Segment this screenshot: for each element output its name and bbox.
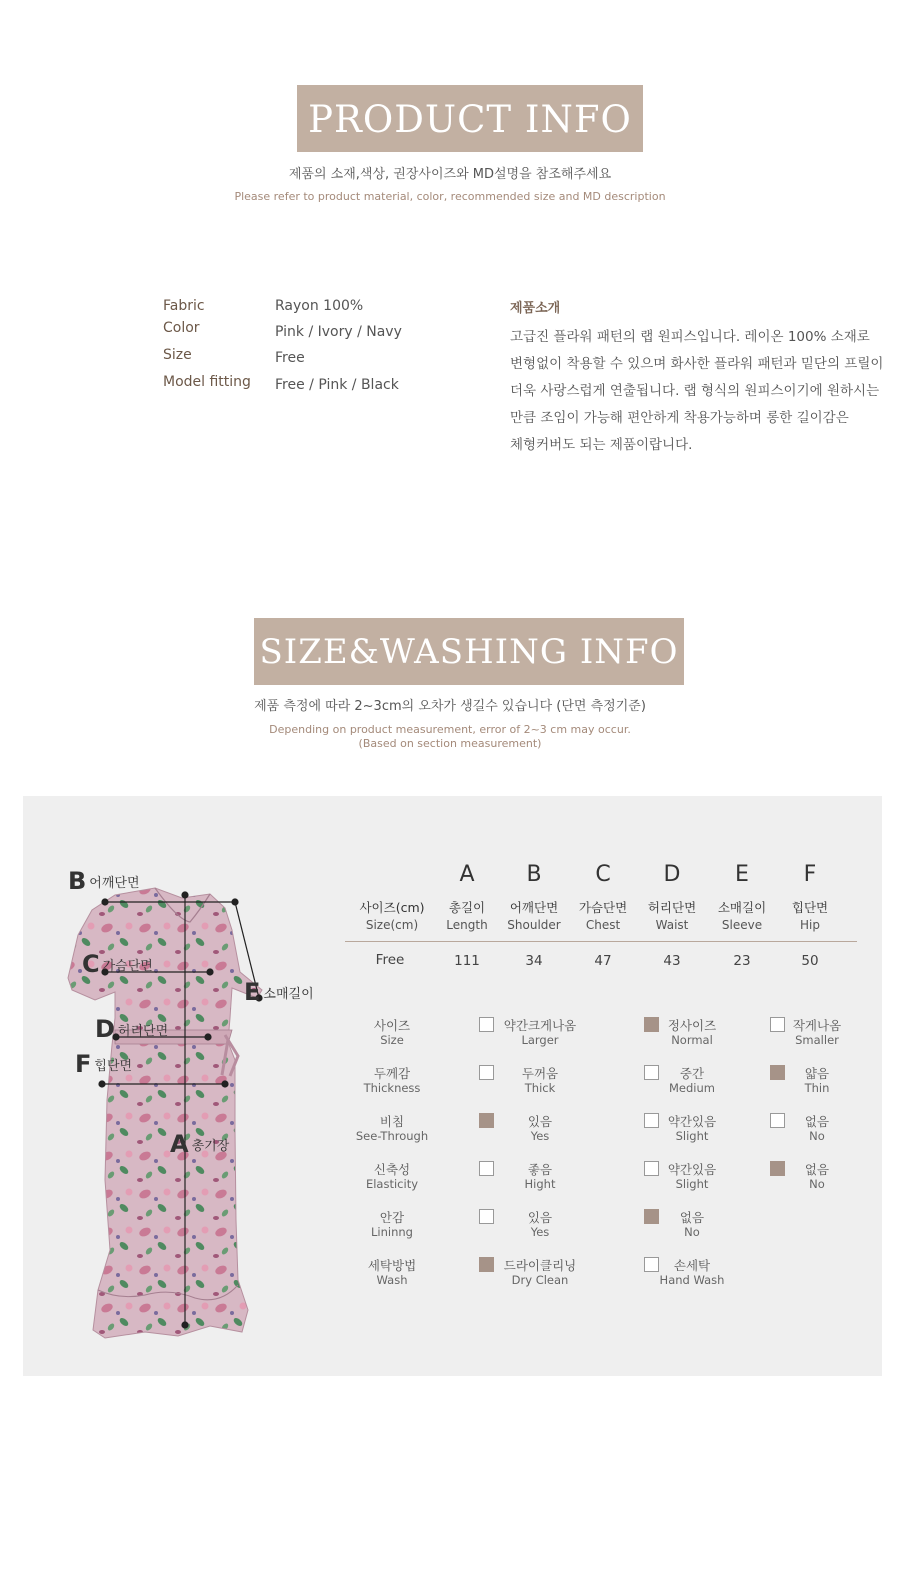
size-letter-a: A [459,862,475,887]
intro-line: 변형없이 착용할 수 있으며 화사한 플라워 패턴과 밑단의 프릴이 [510,356,884,372]
size-subtitle-en-1: Depending on product measurement, error of 2~3 cm may occur. [269,723,631,736]
size-col-header-ko: 사이즈(cm) [359,900,425,915]
size-header-ko: 가슴단면 [578,900,628,915]
size-value-shoulder: 34 [525,953,543,969]
opt-label-en: Normal [671,1033,713,1047]
size-letter-d: D [663,862,681,887]
opt-label-en: Medium [669,1081,715,1095]
size-header-en: Chest [585,918,621,932]
size-letter-e: E [735,862,749,887]
attr-label-ko: 두께감 [373,1066,411,1081]
intro-line: 체형커버도 되는 제품이랍니다. [510,437,693,453]
opt-label-ko: 약간크게나옴 [503,1018,577,1033]
opt-label-en: Yes [530,1129,550,1143]
size-header-en: Sleeve [721,918,763,932]
size-col-header-en: Size(cm) [365,918,419,932]
size-value-waist: 43 [663,953,681,969]
opt-label-ko: 얇음 [804,1066,830,1081]
spec-value: Rayon 100% [275,298,364,314]
size-washing-banner: SIZE&WASHING INFO [254,618,684,685]
opt-label-ko: 작게나옴 [792,1018,842,1033]
opt-label-ko: 있음 [527,1210,553,1225]
label-a-length: A총기장 [170,1130,230,1158]
intro-line: 고급진 플라워 패턴의 랩 원피스입니다. 레이온 100% 소재로 [510,329,870,345]
spec-value: Pink / Ivory / Navy [275,324,402,340]
label-f-hip: F힙단면 [75,1050,133,1078]
opt-label-en: No [809,1129,825,1143]
size-row-label: Free [375,952,405,968]
spec-color [163,320,423,344]
attr-label-ko: 세탁방법 [367,1258,417,1273]
opt-label-ko: 좋음 [527,1162,553,1177]
intro-line: 만큼 조임이 가능해 편안하게 착용가능하며 롱한 길이감은 [510,410,849,426]
attr-label-en: Elasticity [365,1177,419,1191]
attr-label-en: Lininng [371,1225,413,1239]
product-info-subtitle-ko: 제품의 소재,색상, 권장사이즈와 MD설명을 참조해주세요 [288,167,612,182]
opt-label-ko: 약간있음 [667,1114,717,1129]
label-c-chest: C가슴단면 [82,950,153,978]
spec-key: Color [163,320,200,336]
intro-line: 더욱 사랑스럽게 연출됩니다. 랩 형식의 원피스이기에 원하시는 [510,383,880,399]
intro-title: 제품소개 [510,301,561,316]
opt-label-en: Hand Wash [659,1273,725,1287]
product-info-subtitle-en: Please refer to product material, color, recommended size and MD description [234,190,666,203]
opt-label-en: No [684,1225,700,1239]
size-header-en: Hip [800,918,820,932]
opt-label-ko: 드라이클리닝 [503,1258,577,1273]
attr-label-ko: 사이즈 [373,1018,411,1033]
opt-label-en: Slight [675,1177,709,1191]
opt-label-en: No [809,1177,825,1191]
size-header-ko: 허리단면 [647,900,697,915]
opt-label-ko: 없음 [804,1114,830,1129]
attr-label-en: Wash [376,1273,408,1287]
size-value-chest: 47 [594,953,612,969]
size-subtitle-en-2: (Based on section measurement) [358,737,542,750]
spec-key: Fabric [163,298,205,314]
size-header-ko: 힙단면 [791,900,829,915]
size-subtitle-ko: 제품 측정에 따라 2~3cm의 오차가 생길수 있습니다 (단면 측정기준) [254,699,646,714]
opt-label-en: Thin [804,1081,830,1095]
opt-label-ko: 약간있음 [667,1162,717,1177]
opt-label-ko: 있음 [527,1114,553,1129]
opt-label-ko: 두꺼움 [521,1066,559,1081]
size-value-hip: 50 [801,953,819,969]
opt-label-en: Yes [530,1225,550,1239]
label-d-waist: D허리단면 [95,1015,169,1043]
spec-value: Free [275,350,305,366]
size-value-length: 111 [454,953,480,969]
label-e-sleeve: E소매길이 [244,978,314,1006]
size-table-divider [345,941,857,942]
product-info-banner: PRODUCT INFO [297,85,643,152]
size-letter-b: B [526,862,542,887]
opt-label-en: Smaller [795,1033,839,1047]
attr-label-ko: 비침 [379,1114,405,1129]
size-letter-f: F [803,862,817,887]
opt-label-en: Hight [524,1177,556,1191]
opt-label-en: Larger [521,1033,559,1047]
opt-label-ko: 중간 [679,1066,705,1081]
attr-label-en: See-Through [355,1129,429,1143]
attr-label-ko: 안감 [379,1210,405,1225]
size-header-en: Length [446,918,488,932]
opt-label-en: Slight [675,1129,709,1143]
spec-key: Model fitting [163,374,251,390]
size-letter-c: C [595,862,611,887]
spec-value: Free / Pink / Black [275,377,399,393]
opt-label-en: Thick [524,1081,556,1095]
opt-label-ko: 정사이즈 [667,1018,717,1033]
spec-size [163,347,423,371]
attr-label-en: Thickness [363,1081,421,1095]
spec-model-fitting [163,374,423,398]
size-header-en: Shoulder [507,918,561,932]
spec-fabric [163,298,423,322]
opt-label-ko: 없음 [679,1210,705,1225]
opt-label-ko: 손세탁 [673,1258,711,1273]
opt-label-ko: 없음 [804,1162,830,1177]
label-b-shoulder: B어깨단면 [68,867,140,895]
attr-label-en: Size [380,1033,404,1047]
opt-label-en: Dry Clean [511,1273,569,1287]
size-header-ko: 어깨단면 [509,900,559,915]
size-header-en: Waist [655,918,689,932]
spec-key: Size [163,347,192,363]
attr-label-ko: 신축성 [373,1162,411,1177]
size-header-ko: 총길이 [448,900,486,915]
size-header-ko: 소매길이 [717,900,767,915]
size-value-sleeve: 23 [733,953,751,969]
